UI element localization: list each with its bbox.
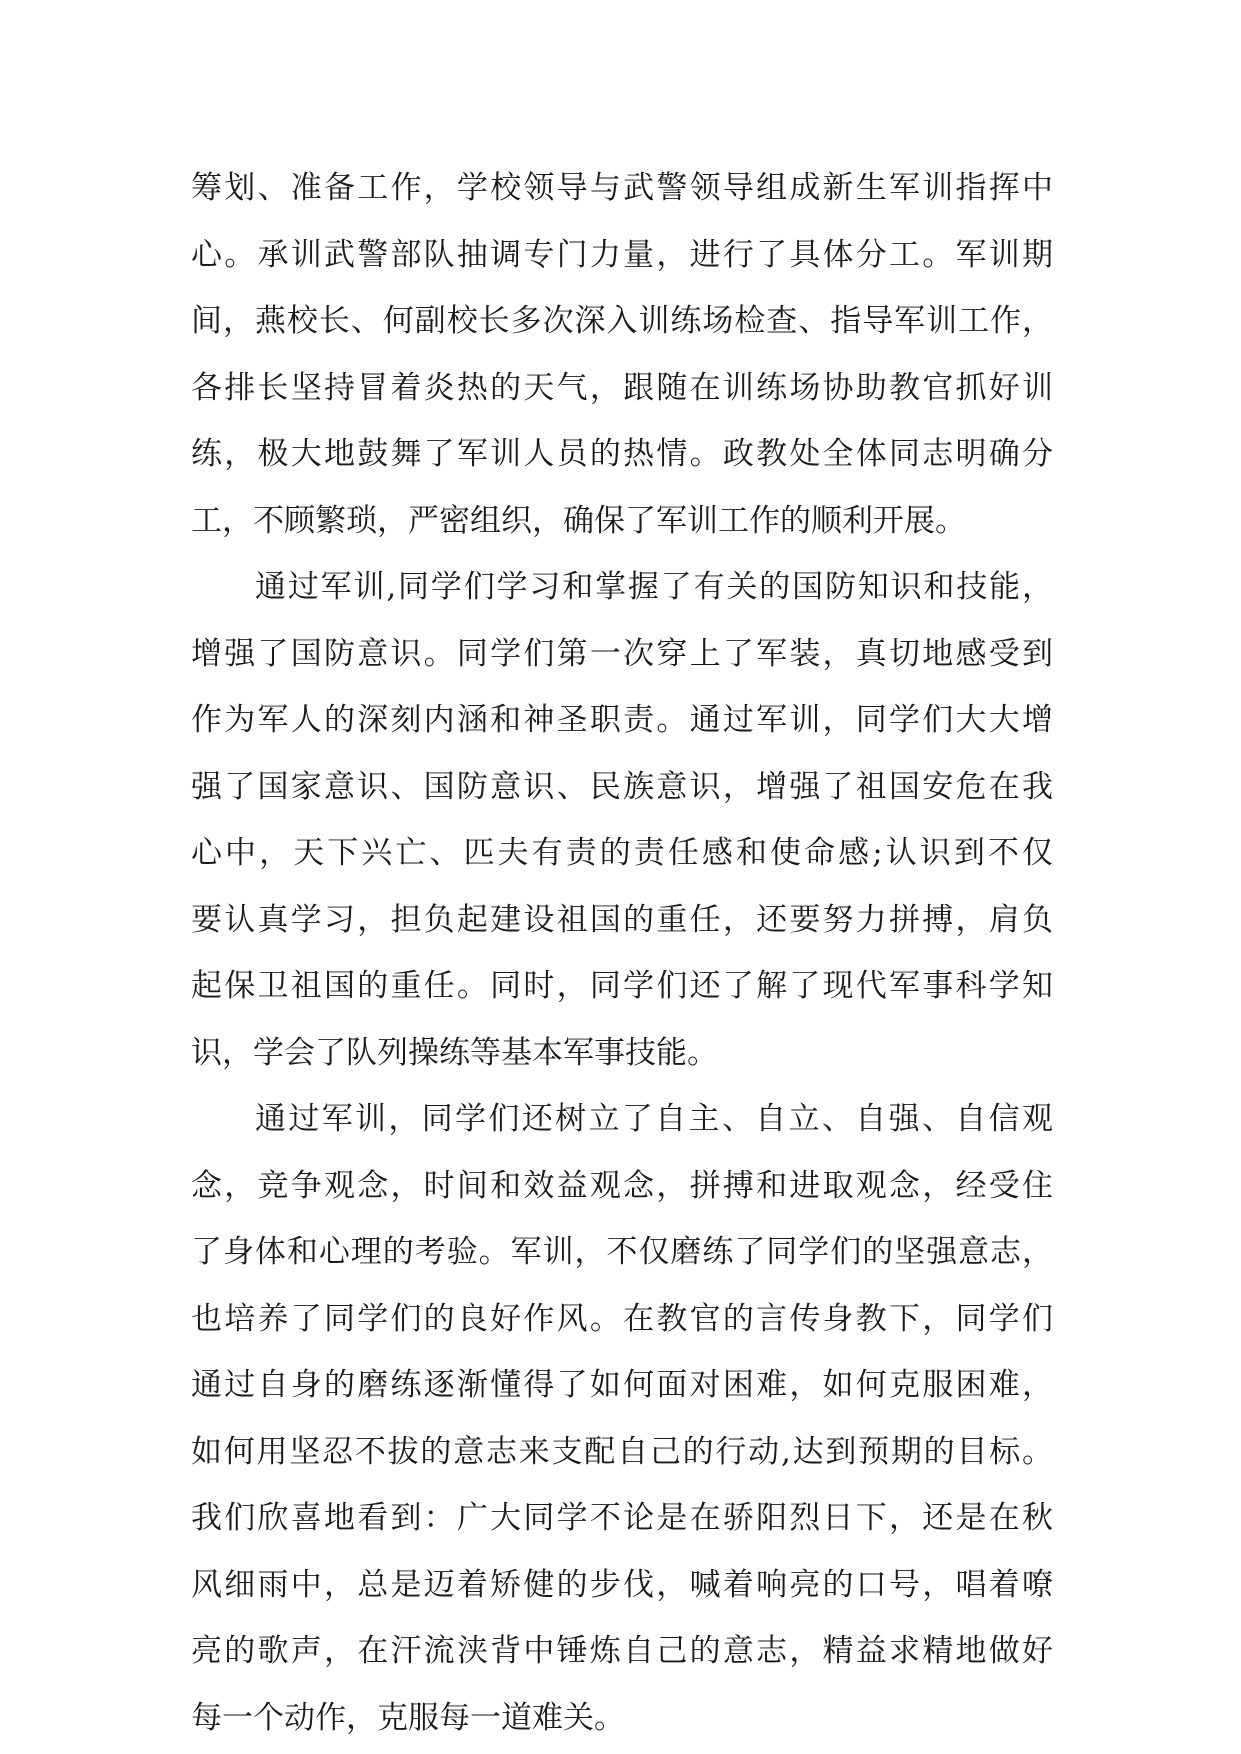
text-line: 如何用坚忍不拔的意志来支配自己的行动,达到预期的目标。 [191,1433,1053,1470]
text-line: 风细雨中，总是迈着矫健的步伐，喊着响亮的口号，唱着嘹 [191,1566,1053,1603]
text-line: 亮的歌声，在汗流浃背中锤炼自己的意志，精益求精地做好 [191,1633,1053,1669]
text-line: 每一个动作，克服每一道难关。 [191,1699,625,1736]
text-line: 心。承训武警部队抽调专门力量，进行了具体分工。军训期 [191,236,1053,273]
text-line: 也培养了同学们的良好作风。在教官的言传身教下，同学们 [191,1300,1053,1337]
text-line: 了身体和心理的考验。军训，不仅磨练了同学们的坚强意志， [191,1234,1053,1270]
text-line: 心中，天下兴亡、匹夫有责的责任感和使命感;认识到不仅 [191,835,1053,871]
text-line: 我们欣喜地看到：广大同学不论是在骄阳烈日下，还是在秋 [191,1500,1053,1536]
text-line: 识，学会了队列操练等基本军事技能。 [191,1034,718,1071]
text-line: 要认真学习，担负起建设祖国的重任，还要努力拼搏，肩负 [191,901,1053,938]
text-line: 通过自身的磨练逐渐懂得了如何面对困难，如何克服困难， [191,1367,1053,1403]
text-line: 作为军人的深刻内涵和神圣职责。通过军训，同学们大大增 [191,702,1053,738]
text-line: 各排长坚持冒着炎热的天气，跟随在训练场协助教官抓好训 [191,369,1053,406]
text-line: 筹划、准备工作，学校领导与武警领导组成新生军训指挥中 [191,170,1053,206]
text-line: 工，不顾繁琐，严密组织，确保了军训工作的顺利开展。 [191,502,966,539]
text-line: 间，燕校长、何副校长多次深入训练场检查、指导军训工作， [191,303,1053,339]
text-line: 增强了国防意识。同学们第一次穿上了军装，真切地感受到 [191,635,1053,672]
text-line: 念，竞争观念，时间和效益观念，拼搏和进取观念，经受住 [191,1167,1053,1204]
text-line: 练，极大地鼓舞了军训人员的热情。政教处全体同志明确分 [191,436,1053,472]
text-line: 起保卫祖国的重任。同时，同学们还了解了现代军事科学知 [191,968,1053,1004]
document-body [191,155,1053,1751]
text-line: 通过军训,同学们学习和掌握了有关的国防知识和技能， [255,569,1053,605]
text-line: 通过军训，同学们还树立了自主、自立、自强、自信观 [255,1101,1053,1137]
text-line: 强了国家意识、国防意识、民族意识，增强了祖国安危在我 [191,768,1053,805]
